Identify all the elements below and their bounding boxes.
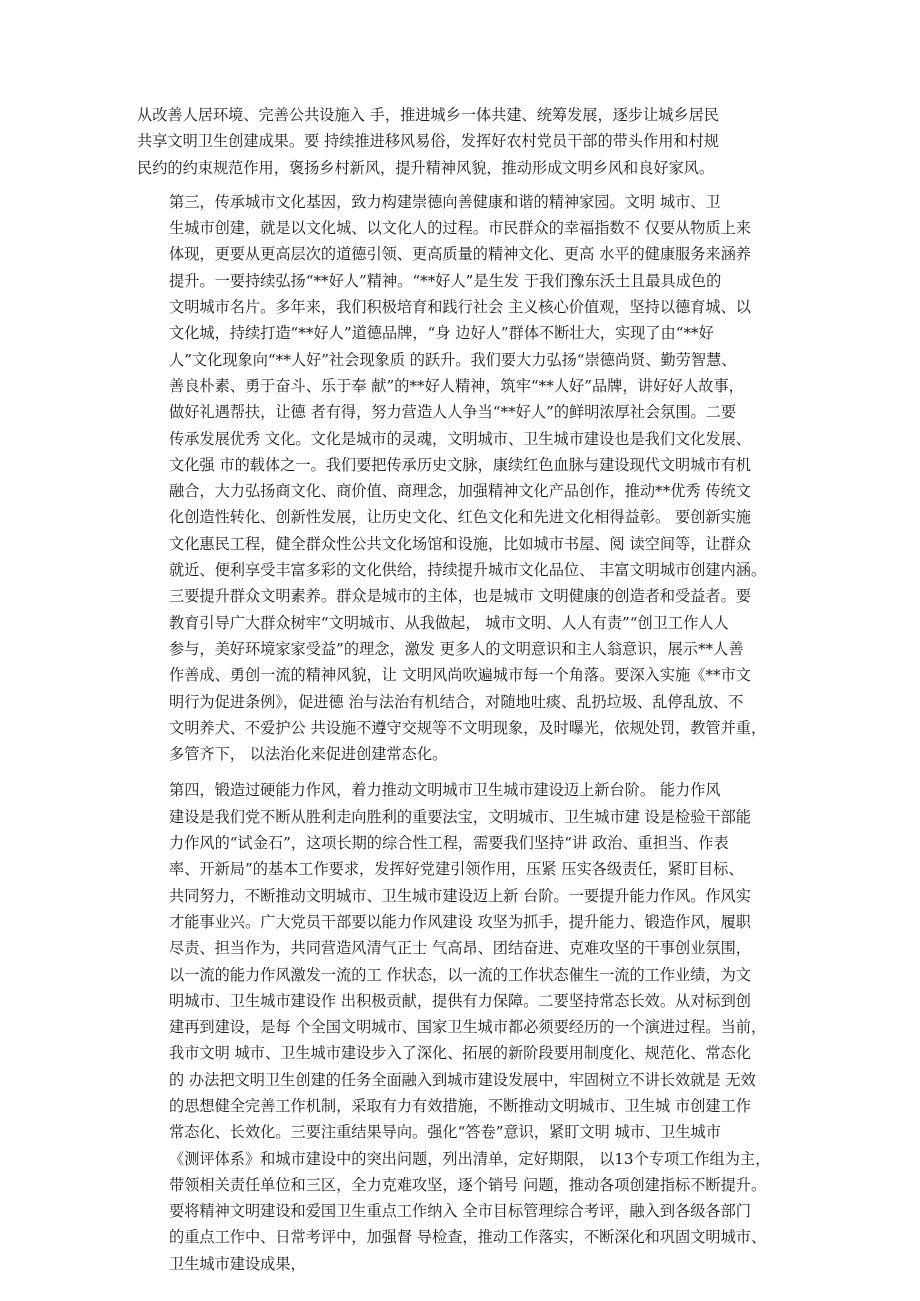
text-line: 的 办法把文明卫生创建的任务全面融入到城市建设发展中，牢固树立不讲长效就是 无效 — [169, 1070, 756, 1089]
text-line: 明城市、卫生城市建设作 出积极贡献，提供有力保障。二要坚持常态长效。从对标到创 — [169, 991, 751, 1010]
text-line: 建设是我们党不断从胜利走向胜利的重要法宝，文明城市、卫生城市建 设是检验干部能 — [169, 807, 751, 826]
text-line: 文明城市名片。多年来，我们积极培育和践行社会 主义核心价值观，坚持以德育城、以 — [169, 298, 751, 317]
text-line: 教育引导广大群众树牢“文明城市、从我做起， 城市文明、人人有责”“创卫工作人人 — [169, 613, 729, 632]
text-line: 做好礼遇帮扶，让德 者有得，努力营造人人争当“**好人”的鲜明浓厚社会氛围。二要 — [169, 403, 737, 422]
paragraph-1 — [137, 102, 797, 181]
text-line: 建再到建设，是每 个全国文明城市、国家卫生城市都必须要经历的一个演进过程。当前， — [169, 1018, 767, 1037]
text-line: 从改善人居环境、完善公共设施入 手，推进城乡一体共建、统筹发展，逐步让城乡居民 — [137, 106, 719, 124]
text-line: 生城市创建，就是以文化城、以文化人的过程。市民群众的幸福指数不 仅要从物质上来 — [169, 219, 751, 238]
text-line: 体现，更要从更高层次的道德引领、更高质量的精神文化、更高 水平的健康服务来涵养 — [169, 245, 751, 264]
text-line: 率、开新局”的基本工作要求，发挥好党建引领作用，压紧 压实各级责任，紧盯目标、 — [169, 860, 744, 879]
paragraph-2 — [137, 189, 797, 768]
text-line: 《测评体系》和城市建设中的突出问题，列出清单，定好期限， 以13个专项工作组为主， — [169, 1149, 771, 1168]
text-line: 带领相关责任单位和三区，全力克难攻坚，逐个销号 问题，推动各项创建指标不断提升。 — [169, 1175, 767, 1194]
text-line: 要将精神文明建设和爱国卫生重点工作纳入 全市目标管理综合考评，融入到各级各部门 — [169, 1202, 751, 1221]
text-line: 常态化、长效化。三要注重结果导向。强化“答卷”意识，紧盯文明 城市、卫生城市 — [169, 1123, 721, 1142]
text-line: 参与，美好环境家家受益”的理念，激发 更多人的文明意识和主人翁意识，展示**人善 — [169, 639, 744, 658]
text-line: 作善成、勇创一流的精神风貌，让 文明风尚吹遍城市每一个角落。要深入实施《**市文 — [169, 666, 751, 685]
text-line: 的重点工作中、日常考评中，加强督 导检查，推动工作落实，不断深化和巩固文明城市、 — [169, 1228, 767, 1247]
text-line: 明行为促进条例》，促进德 治与法治有机结合，对随地吐痰、乱扔垃圾、乱停乱放、不 — [169, 692, 744, 711]
text-line: 文化强 市的载体之一。我们要把传承历史文脉，康续红色血脉与建设现代文明城市有机 — [169, 455, 751, 474]
text-line: 的思想健全完善工作机制，采取有力有效措施，不断推动文明城市、卫生城 市创建工作 — [169, 1096, 751, 1115]
text-line: 以一流的能力作风激发一流的工 作状态，以一流的工作状态催生一流的工作业绩，为文 — [169, 965, 751, 984]
text-line: 就近、便利享受丰富多彩的文化供给，持续提升城市文化品位、 丰富文明城市创建内涵。 — [169, 561, 767, 580]
text-line: 力作风的“试金石”，这项长期的综合性工程，需要我们坚持“讲 政治、重担当、作表 — [169, 834, 729, 853]
text-line: 共享文明卫生创建成果。要 持续推进移风易俗，发挥好农村党员干部的带头作用和村规 — [137, 132, 719, 151]
text-line: 多管齐下， 以法治化来促进创建常态化。 — [169, 745, 448, 764]
text-line: 共同努力，不断推动文明城市、卫生城市建设迈上新 台阶。一要提升能力作风。作风实 — [169, 886, 751, 905]
text-line: 才能事业兴。广大党员干部要以能力作风建设 攻坚为抓手，提升能力、锻造作风，履职 — [169, 912, 751, 931]
text-line: 文明养犬、不爱护公 共设施不遵守交规等不文明现象，及时曝光，依规处罚，教管并重， — [169, 718, 767, 737]
text-line: 我市文明 城市、卫生城市建设步入了深化、拓展的新阶段要用制度化、规范化、常态化 — [169, 1044, 751, 1063]
text-line: 化创造性转化、创新性发展，让历史文化、红色文化和先进文化相得益彰。 要创新实施 — [169, 508, 751, 527]
text-line: 第三，传承城市文化基因，致力构建崇德向善健康和谐的精神家园。文明 城市、卫 — [169, 192, 721, 211]
text-line: 卫生城市建设成果， — [169, 1254, 306, 1273]
document-page — [137, 102, 797, 1277]
text-line: 文化惠民工程，健全群众性公共文化场馆和设施，比如城市书屋、阅 读空间等，让群众 — [169, 534, 751, 553]
paragraph-3 — [137, 777, 797, 1277]
text-line: 提升。一要持续弘扬“**好人”精神。“**好人”是生发 于我们豫东沃土且最具成色的 — [169, 271, 722, 290]
text-line: 善良朴素、勇于奋斗、乐于奉 献”的**好人精神，筑牢“**人好”品牌，讲好好人故事， — [169, 376, 744, 395]
text-line: 尽责、担当作为，共同营造风清气正士 气高昂、团结奋进、克难攻坚的干事创业氛围， — [169, 939, 751, 958]
text-line: 人”文化现象向“**人好”社会现象质 的跃升。我们要大力弘扬“崇德尚贤、勤劳智慧、 — [169, 350, 737, 369]
text-line: 民约的约束规范作用，褒扬乡村新风，提升精神风貌，推动形成文明乡风和良好家风。 — [137, 158, 715, 177]
text-line: 文化城，持续打造“**好人”道德品牌，“身 边好人”群体不断壮大，实现了由“**好 — [169, 324, 714, 343]
text-line: 融合，大力弘扬商文化、商价值、商理念，加强精神文化产品创作，推动**优秀 传统文 — [169, 482, 751, 501]
text-line: 传承发展优秀 文化。文化是城市的灵魂，文明城市、卫生城市建设也是我们文化发展、 — [169, 429, 751, 448]
text-line: 三要提升群众文明素养。群众是城市的主体，也是城市 文明健康的创造者和受益者。要 — [169, 587, 751, 606]
text-line: 第四，锻造过硬能力作风，着力推动文明城市卫生城市建设迈上新台阶。 能力作风 — [169, 781, 721, 800]
